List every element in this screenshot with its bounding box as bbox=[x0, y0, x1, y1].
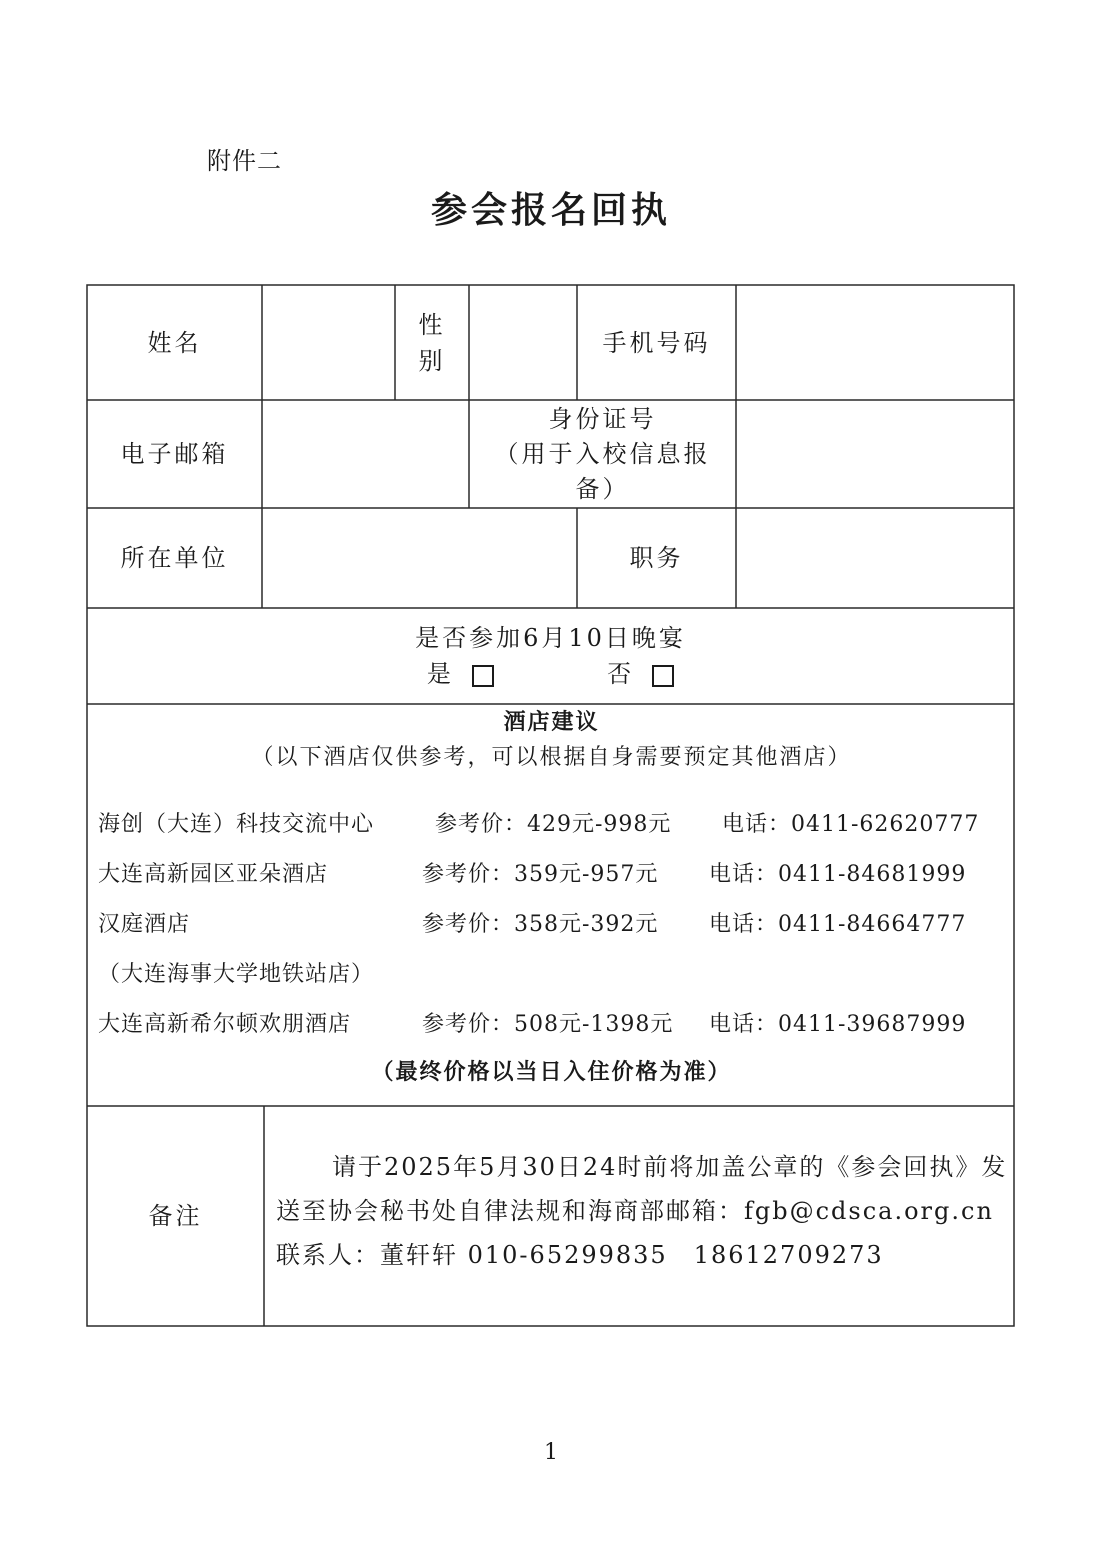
hotel-phone: 电话：0411-84664777 bbox=[709, 912, 967, 937]
email-field[interactable] bbox=[262, 400, 469, 508]
hotel-final-note: （最终价格以当日入住价格为准） bbox=[371, 1059, 732, 1085]
id-number-field[interactable] bbox=[736, 400, 1014, 508]
remarks-label: 备注 bbox=[148, 1202, 203, 1230]
id-label-line3: 备） bbox=[575, 474, 630, 503]
position-label: 职务 bbox=[629, 544, 684, 572]
hotel-branch: （大连海事大学地铁站店） bbox=[98, 962, 375, 987]
banquet-no-checkbox[interactable] bbox=[652, 665, 674, 687]
hotel-phone: 电话：0411-84681999 bbox=[709, 862, 967, 887]
banquet-section bbox=[87, 608, 1014, 704]
hotel-price: 参考价：429元-998元 bbox=[435, 812, 672, 837]
id-label-line2: （用于入校信息报 bbox=[494, 439, 711, 468]
hotel-title: 酒店建议 bbox=[503, 709, 600, 735]
hotel-name: 汉庭酒店 bbox=[98, 912, 191, 937]
gender-label: 性别 bbox=[418, 310, 446, 375]
hotel-price: 参考价：359元-957元 bbox=[422, 862, 659, 887]
name-field[interactable] bbox=[262, 285, 395, 400]
gender-field[interactable] bbox=[469, 285, 577, 400]
remarks-line1: 请于2025年5月30日24时前将加盖公章的《参会回执》发 bbox=[332, 1153, 1008, 1181]
hotel-name: 大连高新希尔顿欢朋酒店 bbox=[98, 1012, 352, 1037]
page-number: 1 bbox=[544, 1440, 558, 1465]
remarks-line2: 送至协会秘书处自律法规和海商部邮箱：fgb@cdsca.org.cn bbox=[276, 1197, 994, 1225]
hotel-phone: 电话：0411-62620777 bbox=[722, 812, 980, 837]
id-number-label bbox=[469, 400, 736, 508]
hotel-phone: 电话：0411-39687999 bbox=[709, 1012, 967, 1037]
banquet-no-label: 否 bbox=[607, 660, 635, 688]
email-label: 电子邮箱 bbox=[120, 440, 229, 468]
phone-field[interactable] bbox=[736, 285, 1014, 400]
name-label: 姓名 bbox=[147, 328, 202, 357]
banquet-question: 是否参加6月10日晚宴 bbox=[415, 624, 686, 652]
remarks-body bbox=[276, 1145, 1006, 1277]
position-field[interactable] bbox=[736, 508, 1014, 608]
banquet-yes-label: 是 bbox=[426, 660, 454, 688]
id-label-line1: 身份证号 bbox=[548, 404, 657, 433]
hotel-name: 海创（大连）科技交流中心 bbox=[98, 812, 375, 837]
hotel-name: 大连高新园区亚朵酒店 bbox=[98, 862, 329, 887]
hotel-note: （以下酒店仅供参考，可以根据自身需要预定其他酒店） bbox=[251, 745, 852, 770]
banquet-options bbox=[427, 656, 674, 692]
banquet-yes-checkbox[interactable] bbox=[472, 665, 494, 687]
hotel-price: 参考价：508元-1398元 bbox=[422, 1012, 674, 1037]
unit-label: 所在单位 bbox=[120, 544, 229, 572]
unit-field[interactable] bbox=[262, 508, 577, 608]
hotel-section bbox=[88, 705, 1015, 1105]
hotel-price: 参考价：358元-392元 bbox=[422, 912, 659, 937]
remarks-line3: 联系人：董轩轩 010-65299835 18612709273 bbox=[276, 1241, 884, 1269]
page-title: 参会报名回执 bbox=[430, 190, 671, 231]
attachment-label: 附件二 bbox=[207, 147, 282, 175]
phone-label: 手机号码 bbox=[602, 328, 711, 357]
